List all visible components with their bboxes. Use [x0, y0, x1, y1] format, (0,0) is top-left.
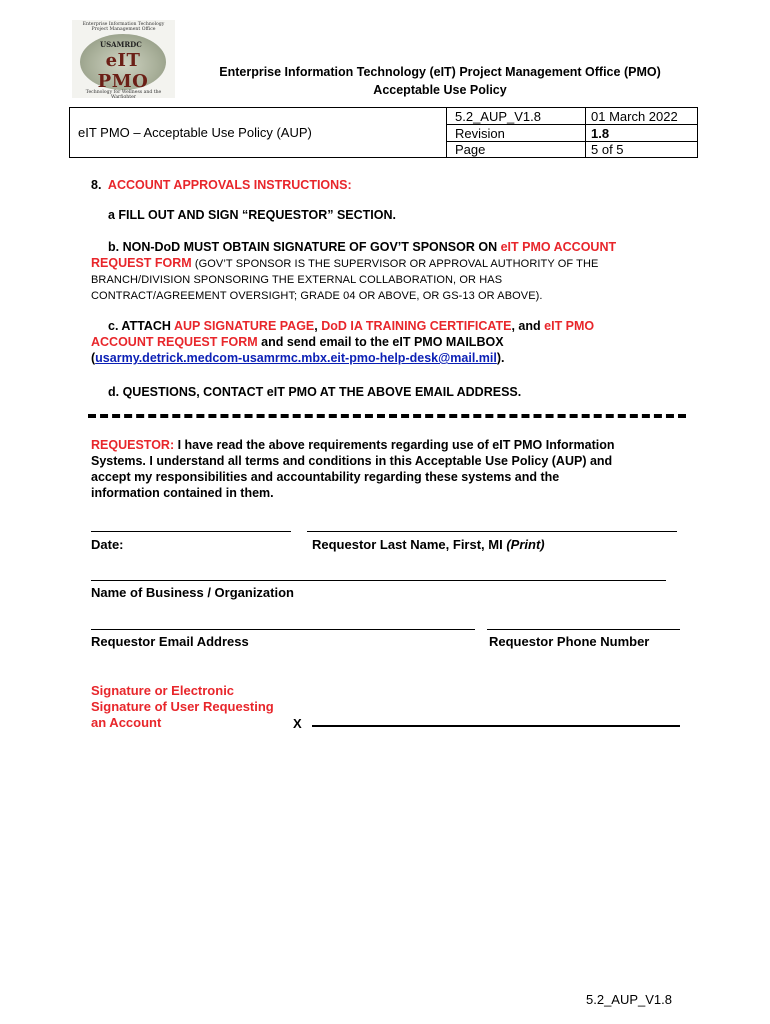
- logo-name: eIT PMO: [97, 50, 149, 92]
- account-request-form-ref: eIT PMO: [544, 319, 595, 333]
- business-label: Name of Business / Organization: [91, 585, 294, 600]
- instruction-b-note-2: BRANCH/DIVISION SPONSORING THE EXTERNAL COLLABORATION, OR HAS: [91, 274, 503, 286]
- instruction-c-and: , and: [511, 319, 545, 333]
- instruction-b: [91, 239, 691, 304]
- instruction-b-text: b. NON-DoD MUST OBTAIN SIGNATURE OF GOV’T SPONSOR ON: [108, 240, 501, 254]
- instruction-c-text: c. ATTACH: [108, 319, 174, 333]
- table-divider: [446, 108, 447, 157]
- doc-date: 01 March 2022: [591, 109, 678, 124]
- logo-top-text-1: Enterprise Information Technology: [82, 22, 165, 27]
- requestor-line-2: Systems. I understand all terms and conditions in this Acceptable Use Policy (AUP) and: [91, 454, 613, 468]
- paren-close: ).: [496, 351, 505, 365]
- instruction-b-form-link: eIT PMO ACCOUNT: [500, 240, 617, 254]
- page-label: Page: [455, 142, 486, 157]
- revision-label: Revision: [455, 126, 505, 141]
- instruction-a: a FILL OUT AND SIGN “REQUESTOR” SECTION.: [108, 208, 396, 222]
- signature-label-1: Signature or Electronic: [91, 683, 235, 698]
- logo-top-text-2: Project Management Office: [91, 27, 156, 32]
- section-heading: [91, 177, 352, 193]
- page-value: 5 of 5: [591, 142, 624, 157]
- instruction-d: d. QUESTIONS, CONTACT eIT PMO AT THE ABOVE EMAIL ADDRESS.: [108, 385, 522, 399]
- logo-motto: Technology for Wellness and the Warfighter: [85, 90, 162, 98]
- signature-label-3: an Account: [91, 715, 162, 730]
- instruction-c-sep: ,: [314, 319, 322, 333]
- dashed-separator: [88, 414, 686, 418]
- instruction-c: [91, 318, 691, 366]
- page-title: [180, 63, 700, 99]
- signature-label-2: Signature of User Requesting: [91, 699, 274, 714]
- requestor-name-field[interactable]: [307, 531, 677, 532]
- email-field[interactable]: [91, 629, 475, 630]
- instruction-b-note-3: CONTRACT/AGREEMENT OVERSIGHT; GRADE 04 OR ABOVE, OR GS-13 OR ABOVE).: [91, 290, 543, 302]
- title-line-2: Acceptable Use Policy: [373, 83, 507, 97]
- section-number: 8.: [91, 178, 102, 192]
- signature-field[interactable]: [312, 725, 680, 727]
- date-label: Date:: [91, 537, 124, 552]
- requestor-line-1: I have read the above requirements regarding use of eIT PMO Information: [174, 438, 615, 452]
- instruction-c-mailbox: and send email to the eIT PMO MAILBOX: [257, 335, 504, 349]
- email-label: Requestor Email Address: [91, 634, 249, 649]
- policy-name: eIT PMO – Acceptable Use Policy (AUP): [78, 125, 312, 140]
- eit-pmo-logo: [72, 20, 175, 98]
- table-divider: [585, 108, 586, 157]
- paren-open: (: [91, 351, 96, 365]
- section-title: ACCOUNT APPROVALS INSTRUCTIONS:: [107, 178, 352, 192]
- requestor-label: REQUESTOR:: [91, 438, 175, 452]
- business-field[interactable]: [91, 580, 666, 581]
- aup-signature-page-ref: AUP SIGNATURE PAGE: [173, 319, 315, 333]
- header-table: [69, 107, 698, 158]
- phone-label: Requestor Phone Number: [489, 634, 650, 649]
- title-line-1: Enterprise Information Technology (eIT) Project Management Office (PMO): [219, 65, 661, 79]
- requestor-line-3: accept my responsibilities and accountability regarding these systems and the: [91, 470, 560, 484]
- account-request-form-ref-cont: ACCOUNT REQUEST FORM: [91, 335, 258, 349]
- date-field[interactable]: [91, 531, 291, 532]
- instruction-b-form-link-cont: REQUEST FORM: [91, 256, 192, 270]
- pmo-mailbox-email-link[interactable]: usarmy.detrick.medcom-usamrmc.mbx.eit-pmo-help-desk@mail.mil: [95, 351, 497, 365]
- signature-label: [91, 683, 274, 731]
- requestor-name-label: [312, 537, 545, 552]
- signature-x-mark: X: [293, 716, 302, 731]
- phone-field[interactable]: [487, 629, 680, 630]
- logo-org: USAMRDC: [100, 40, 142, 49]
- requestor-line-4: information contained in them.: [91, 486, 274, 500]
- doc-id: 5.2_AUP_V1.8: [455, 109, 542, 124]
- dod-ia-certificate-ref: DoD IA TRAINING CERTIFICATE: [321, 319, 512, 333]
- requestor-name-print-hint: (Print): [506, 537, 545, 552]
- requestor-statement: [91, 437, 691, 501]
- requestor-name-label-text: Requestor Last Name, First, MI: [312, 537, 503, 552]
- revision-value: 1.8: [591, 126, 610, 141]
- instruction-b-note-1: (GOV’T SPONSOR IS THE SUPERVISOR OR APPROVAL AUTHORITY OF THE: [191, 258, 599, 270]
- footer-doc-id: 5.2_AUP_V1.8: [586, 992, 673, 1007]
